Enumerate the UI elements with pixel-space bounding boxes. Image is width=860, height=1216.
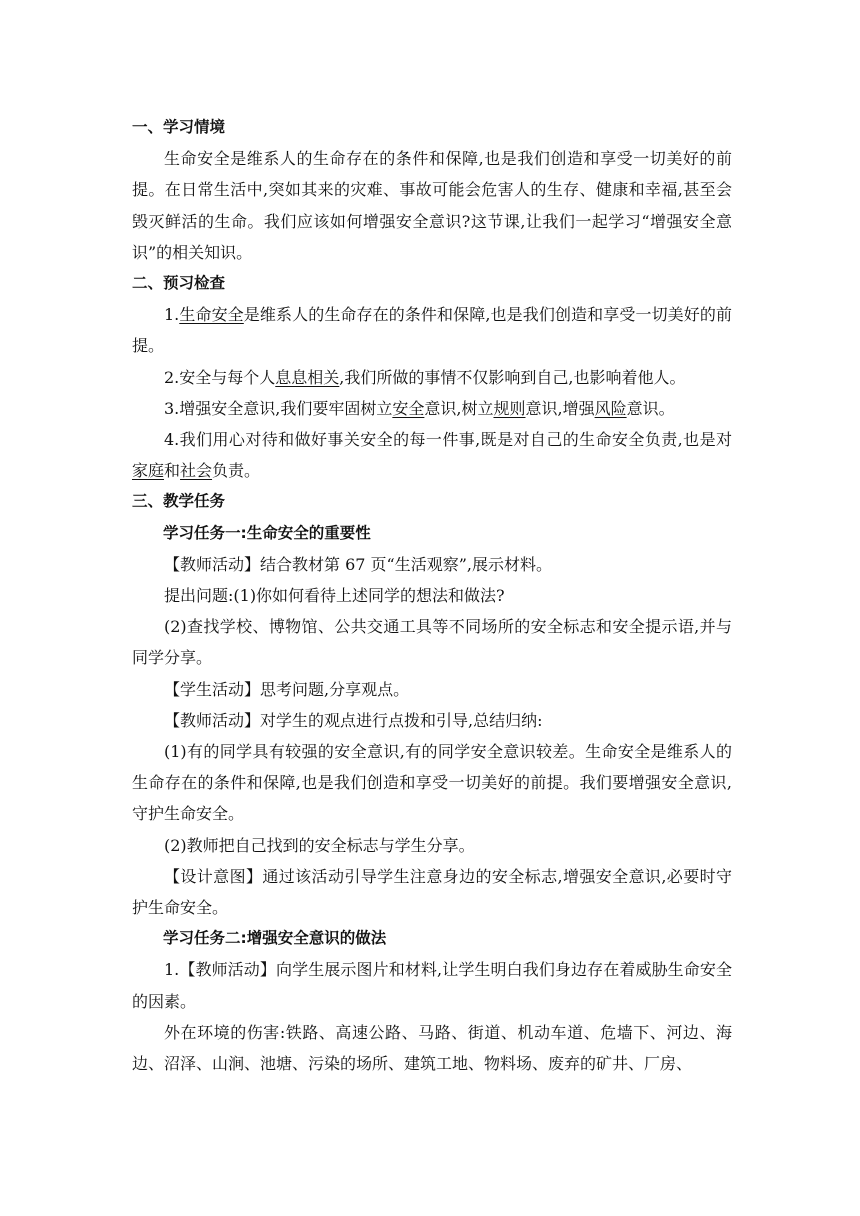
answer-underlined: 息息相关 — [275, 367, 340, 387]
document-body — [132, 112, 732, 1079]
teacher-activity-2: 【教师活动】对学生的观点进行点拨和引导,总结归纳: — [164, 710, 543, 730]
answer-underlined: 家庭 — [132, 461, 165, 481]
summary-2: (2)教师把自己找到的安全标志与学生分享。 — [164, 835, 475, 855]
answer-underlined: 安全 — [392, 398, 425, 418]
paragraph-intro: 生命安全是维系人的生命存在的条件和保障,也是我们创造和享受一切美好的前提。在日常生活中,突如其来的灾难、事故可能会危害人的生存、健康和幸福,甚至会毁灭鲜活的生命。我们应该如何增强安全意识?这节课,让我们一起学习“增强安全意识”的相关知识。 — [132, 149, 732, 262]
task2-environment-hazards: 外在环境的伤害:铁路、高速公路、马路、街道、机动车道、危墙下、河边、海边、沼泽、山涧、池塘、污染的场所、建筑工地、物料场、废弃的矿井、厂房、 — [132, 1022, 732, 1074]
question-1: 提出问题:(1)你如何看待上述同学的想法和做法? — [164, 586, 505, 606]
answer-underlined: 社会 — [180, 461, 213, 481]
preview-item-3: 3.增强安全意识,我们要牢固树立安全意识,树立规则意识,增强风险意识。 — [164, 398, 675, 418]
task2-teacher-activity: 1.【教师活动】向学生展示图片和材料,让学生明白我们身边存在着威胁生命安全的因素。 — [132, 960, 732, 1011]
summary-1: (1)有的同学具有较强的安全意识,有的同学安全意识较差。生命安全是维系人的生命存在的条件和保障,也是我们创造和享受一切美好的前提。我们要增强安全意识,守护生命安全。 — [132, 742, 732, 824]
preview-item-1: 1.生命安全是维系人的生命存在的条件和保障,也是我们创造和享受一切美好的前提。 — [132, 305, 732, 356]
student-activity: 【学生活动】思考问题,分享观点。 — [164, 679, 410, 699]
section-heading-3: 三、教学任务 — [132, 492, 226, 511]
task-heading-2: 学习任务二:增强安全意识的做法 — [163, 929, 387, 948]
preview-item-2: 2.安全与每个人息息相关,我们所做的事情不仅影响到自己,也影响着他人。 — [164, 367, 686, 387]
task-heading-1: 学习任务一:生命安全的重要性 — [163, 523, 371, 542]
design-intent: 【设计意图】通过该活动引导学生注意身边的安全标志,增强安全意识,必要时守护生命安全。 — [132, 866, 732, 918]
answer-underlined: 规则 — [493, 398, 526, 418]
answer-underlined: 风险 — [594, 398, 627, 418]
section-heading-2: 二、预习检查 — [132, 274, 226, 293]
teacher-activity-1: 【教师活动】结合教材第 67 页“生活观察”,展示材料。 — [164, 554, 552, 574]
answer-underlined: 生命安全 — [179, 305, 244, 325]
question-2: (2)查找学校、博物馆、公共交通工具等不同场所的安全标志和安全提示语,并与同学分享。 — [132, 617, 732, 668]
section-heading-1: 一、学习情境 — [132, 118, 226, 136]
preview-item-4: 4.我们用心对待和做好事关安全的每一件事,既是对自己的生命安全负责,也是对家庭和社会负责。 — [132, 430, 732, 481]
